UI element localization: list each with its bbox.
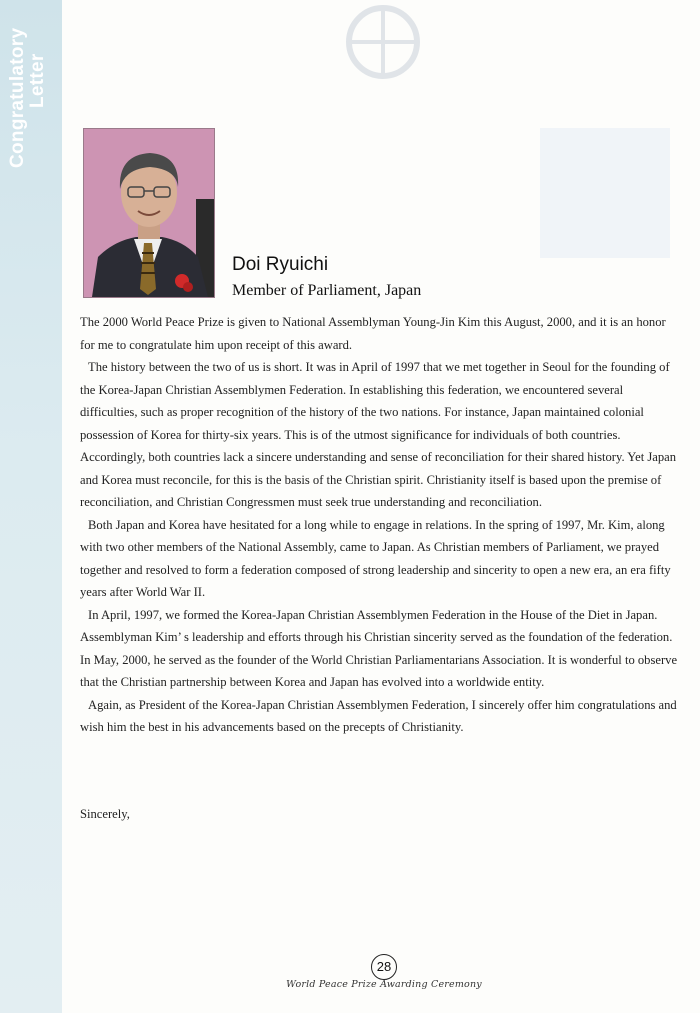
closing: Sincerely, [80, 807, 130, 821]
show-through-block [540, 128, 670, 258]
footer-caption: World Peace Prize Awarding Ceremony [286, 979, 482, 990]
author-name: Doi Ryuichi [232, 254, 329, 275]
letter-body [80, 311, 680, 739]
show-through-logo [313, 4, 453, 84]
paragraph: Both Japan and Korea have hesitated for a long while to engage in relations. In the spring of 1997, Mr. Kim, along with two other members of the National Assembly, came to Japan. As Christian members of Parliament, we prayed together and resolved to form a federation composed of strong leadership and sincerity to open a new era, an era fifty years after World War II. [80, 517, 671, 599]
paragraph: In April, 1997, we formed the Korea-Japan Christian Assemblymen Federation in the House of the Diet in Japan. Assemblyman Kim’ s leadership and efforts through his Christian sincerity served as the foundation of the federation. In May, 2000, he served as the founder of the World Christian Parliamentarians Association. It is wonderful to observe that the Christian partnership between Korea and Japan has evolved into a worldwide entity. [80, 607, 678, 689]
section-label-line2: Letter [27, 53, 48, 108]
section-label [8, 28, 48, 168]
page-number: 28 [371, 954, 397, 980]
paragraph: The 2000 World Peace Prize is given to National Assemblyman Young-Jin Kim this August, 2000, and it is an honor for me to congratulate him upon receipt of this award. [80, 315, 666, 352]
portrait-photo [83, 128, 215, 298]
paragraph: Again, as President of the Korea-Japan Christian Assemblymen Federation, I sincerely offer him congratulations and wish him the best in his advancements based on the precepts of Christianity. [80, 697, 677, 734]
section-label-line1: Congratulatory [7, 27, 28, 168]
author-title: Member of Parliament, Japan [232, 282, 422, 299]
portrait-figure [84, 129, 214, 297]
paragraph: The history between the two of us is short. It was in April of 1997 that we met together in Seoul for the founding of the Korea-Japan Christian Assemblymen Federation. In establishing this federation, we encountered several difficulties, such as proper recognition of the history of the two nations. For instance, Japan maintained colonial possession of Korea for thirty-six years. This is of the utmost significance for individuals of both countries. Accordingly, both countries lack a sincere understanding and sense of reconciliation for their shared history. Yet Japan and Korea must reconcile, for this is the basis of the Christian spirit. Christianity itself is based upon the premise of reconciliation, and Christian Congressmen must seek true understanding and reconciliation. [80, 360, 677, 509]
